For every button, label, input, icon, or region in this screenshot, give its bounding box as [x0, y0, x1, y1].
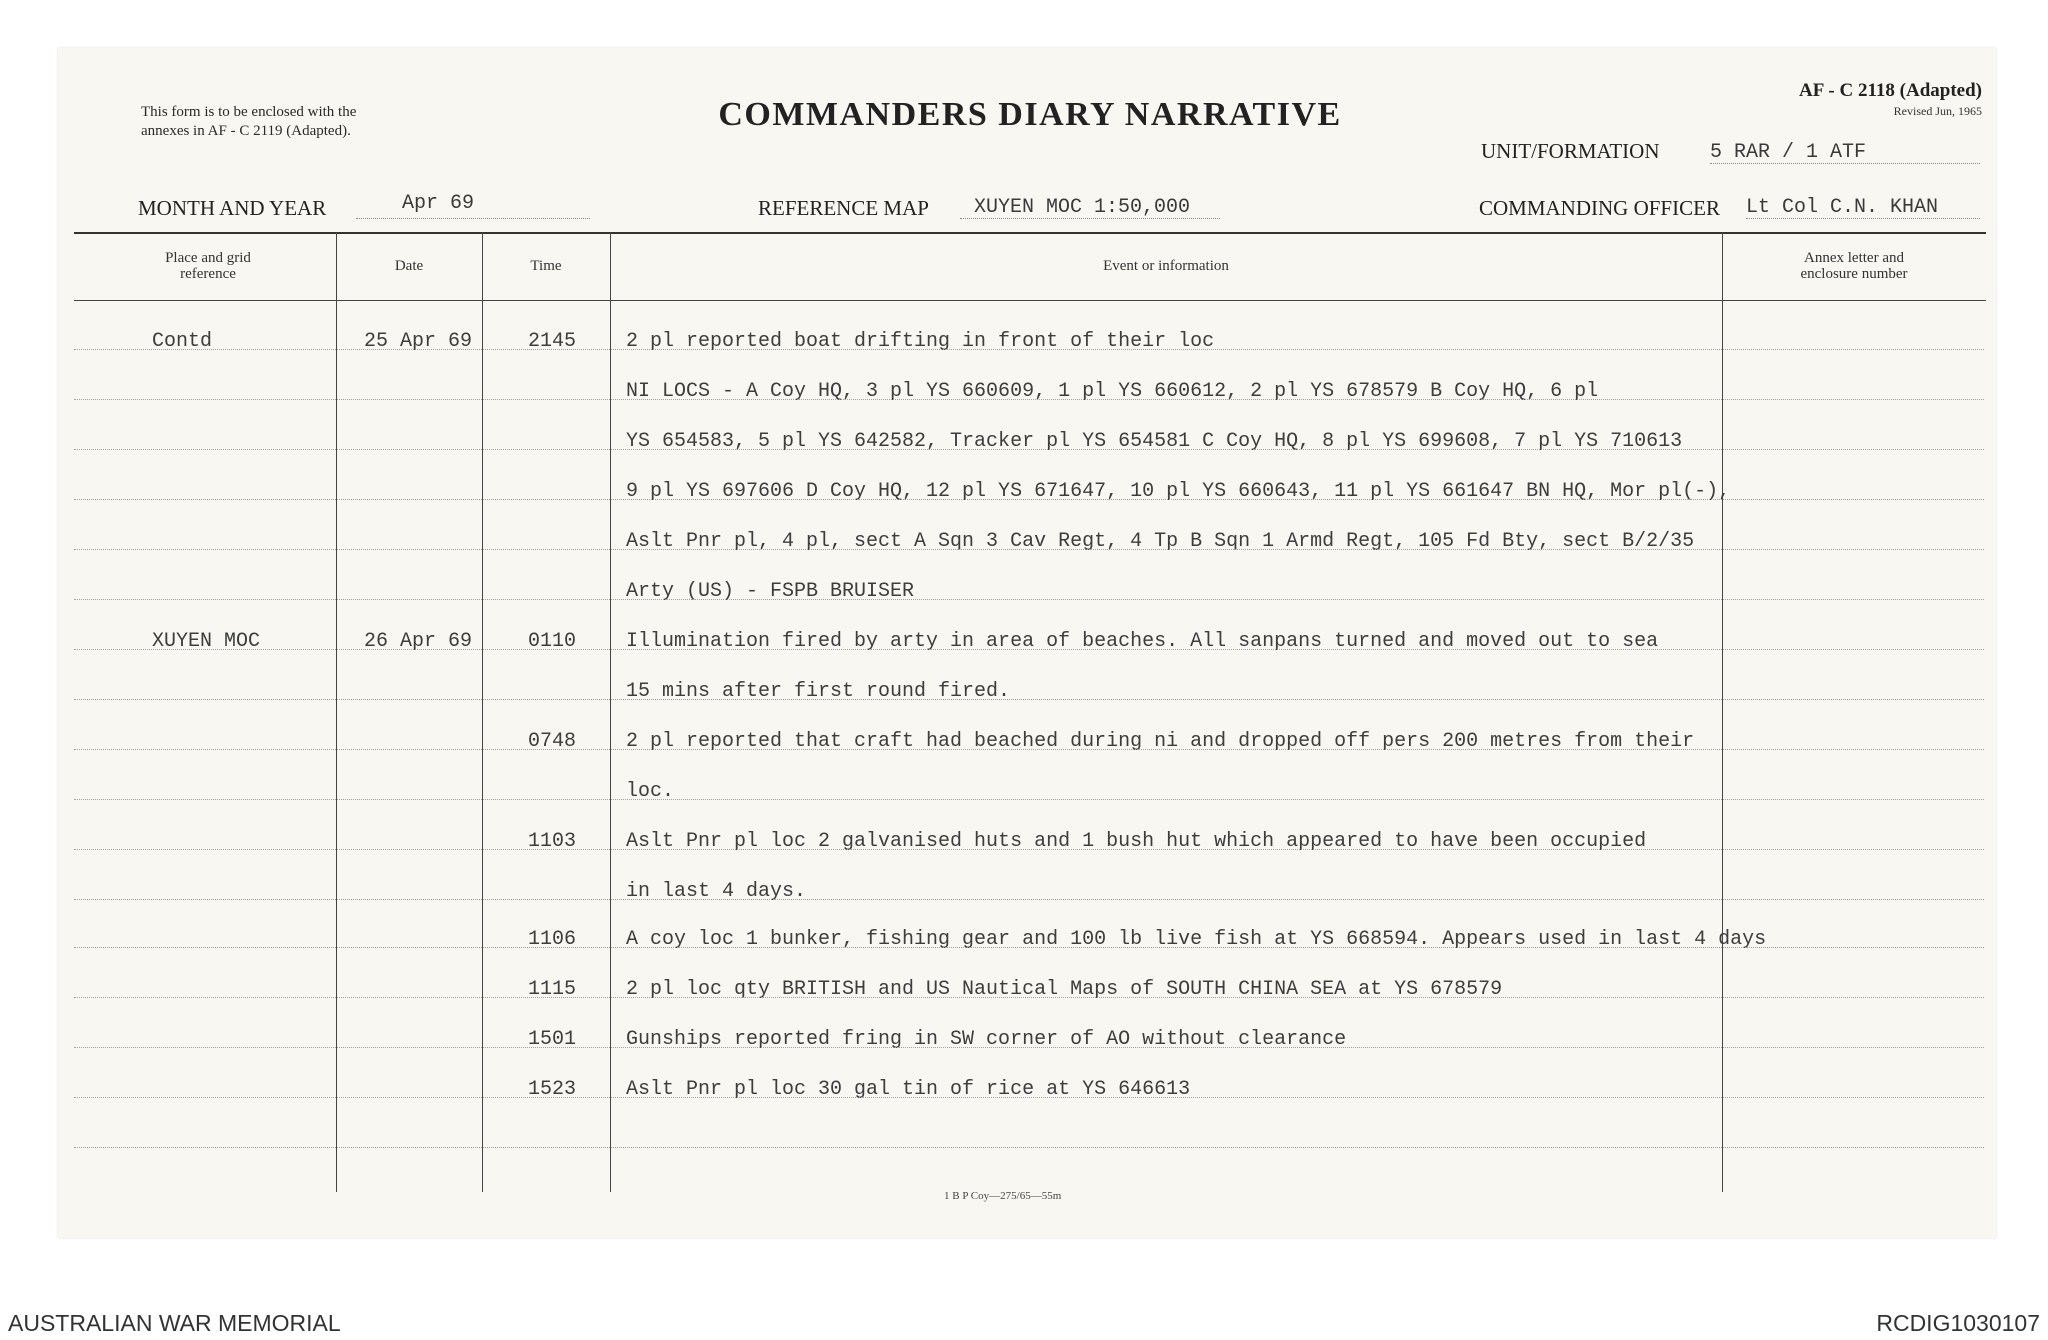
entry-time: 1115	[528, 978, 577, 1001]
unit-formation-label: UNIT/FORMATION	[1481, 139, 1660, 163]
entry-event: Gunships reported fring in SW corner of AO without clearance	[626, 1028, 1347, 1051]
entry-place: XUYEN MOC	[152, 630, 261, 653]
entry-date: 25 Apr 69	[364, 330, 473, 353]
ruled-line	[74, 499, 1984, 500]
column-divider-date	[336, 232, 337, 1192]
month-year-value: Apr 69	[402, 192, 475, 215]
ruled-line	[74, 749, 1984, 750]
ruled-line	[74, 599, 1984, 600]
entry-event: 9 pl YS 697606 D Coy HQ, 12 pl YS 671647, 10 pl YS 660643, 11 pl YS 661647 BN HQ, Mor pl(-),	[626, 480, 1731, 503]
entry-event: 2 pl reported that craft had beached during ni and dropped off pers 200 metres from their	[626, 730, 1695, 753]
archive-footer-right: RCDIG1030107	[1876, 1309, 2040, 1336]
entry-event: loc.	[626, 780, 675, 803]
column-header-annex	[1722, 250, 1986, 282]
entry-event: NI LOCS - A Coy HQ, 3 pl YS 660609, 1 pl YS 660612, 2 pl YS 678579 B Coy HQ, 6 pl	[626, 380, 1599, 403]
reference-map-value: XUYEN MOC 1:50,000	[974, 196, 1191, 219]
column-header-date: Date	[394, 258, 424, 274]
reference-map-label: REFERENCE MAP	[758, 196, 929, 220]
entry-date: 26 Apr 69	[364, 630, 473, 653]
revised-date: Revised Jun, 1965	[1893, 104, 1982, 118]
ruled-line	[74, 899, 1984, 900]
column-header-place-line2: reference	[180, 266, 236, 282]
ruled-line	[74, 1147, 1984, 1148]
ruled-line	[74, 649, 1984, 650]
top-margin	[0, 0, 2048, 46]
entry-event: Aslt Pnr pl loc 2 galvanised huts and 1 bush hut which appeared to have been occupied	[626, 830, 1647, 853]
column-divider-time	[482, 232, 483, 1192]
ruled-line	[74, 449, 1984, 450]
ruled-line	[74, 399, 1984, 400]
form-title: COMMANDERS DIARY NARRATIVE	[718, 96, 1342, 133]
enclosure-note-line1: This form is to be enclosed with the	[141, 104, 357, 120]
entry-time: 0748	[528, 730, 577, 753]
commanding-officer-label: COMMANDING OFFICER	[1479, 196, 1720, 220]
archive-footer-left: AUSTRALIAN WAR MEMORIAL	[8, 1309, 341, 1336]
ruled-line	[74, 349, 1984, 350]
entry-event: 15 mins after first round fired.	[626, 680, 1011, 703]
column-header-place-line1: Place and grid	[165, 250, 251, 266]
entry-time: 2145	[528, 330, 577, 353]
table-header-rule	[74, 300, 1986, 301]
entry-event: Aslt Pnr pl loc 30 gal tin of rice at YS 646613	[626, 1078, 1191, 1101]
ruled-line	[74, 799, 1984, 800]
entry-time: 1103	[528, 830, 577, 853]
table-top-rule	[74, 232, 1986, 234]
entry-time: 1523	[528, 1078, 577, 1101]
reference-map-field	[960, 194, 1220, 219]
entry-event: Aslt Pnr pl, 4 pl, sect A Sqn 3 Cav Regt, 4 Tp B Sqn 1 Armd Regt, 105 Fd Bty, sect B/2/35	[626, 530, 1695, 553]
ruled-line	[74, 1047, 1984, 1048]
ruled-line	[74, 849, 1984, 850]
form-number: AF - C 2118 (Adapted)	[1799, 80, 1982, 101]
ruled-line	[74, 699, 1984, 700]
commanding-officer-value: Lt Col C.N. KHAN	[1746, 196, 1939, 219]
entry-event: 2 pl loc qty BRITISH and US Nautical Maps of SOUTH CHINA SEA at YS 678579	[626, 978, 1503, 1001]
ruled-line	[74, 947, 1984, 948]
ruled-line	[74, 549, 1984, 550]
entry-event: A coy loc 1 bunker, fishing gear and 100 lb live fish at YS 668594. Appears used in last 4 days	[626, 928, 1767, 951]
column-divider-annex	[1722, 232, 1723, 1192]
entry-event: Arty (US) - FSPB BRUISER	[626, 580, 915, 603]
column-header-time: Time	[530, 258, 562, 274]
entry-event: 2 pl reported boat drifting in front of their loc	[626, 330, 1215, 353]
entry-place: Contd	[152, 330, 213, 353]
entry-time: 1106	[528, 928, 577, 951]
entry-event: Illumination fired by arty in area of beaches. All sanpans turned and moved out to sea	[626, 630, 1659, 653]
ruled-line	[74, 1097, 1984, 1098]
printer-code: 1 B P Coy—275/65—55m	[944, 1190, 1062, 1202]
entry-time: 1501	[528, 1028, 577, 1051]
entry-event: in last 4 days.	[626, 880, 807, 903]
ruled-line	[74, 997, 1984, 998]
entry-event: YS 654583, 5 pl YS 642582, Tracker pl YS 654581 C Coy HQ, 8 pl YS 699608, 7 pl YS 710613	[626, 430, 1683, 453]
column-header-annex-line1: Annex letter and	[1804, 250, 1904, 266]
column-header-place	[80, 250, 336, 282]
column-divider-event	[610, 232, 611, 1192]
month-year-field	[356, 192, 590, 219]
commanding-officer-field	[1746, 194, 1980, 219]
unit-formation-field	[1710, 139, 1980, 164]
unit-formation-value: 5 RAR / 1 ATF	[1710, 141, 1867, 164]
enclosure-note-line2: annexes in AF - C 2119 (Adapted).	[141, 123, 351, 139]
column-header-event: Event or information	[1103, 258, 1229, 274]
enclosure-note	[141, 103, 356, 141]
column-header-annex-line2: enclosure number	[1800, 266, 1908, 282]
month-year-label: MONTH AND YEAR	[138, 196, 327, 220]
archive-footer	[0, 1306, 2048, 1340]
entry-time: 0110	[528, 630, 577, 653]
